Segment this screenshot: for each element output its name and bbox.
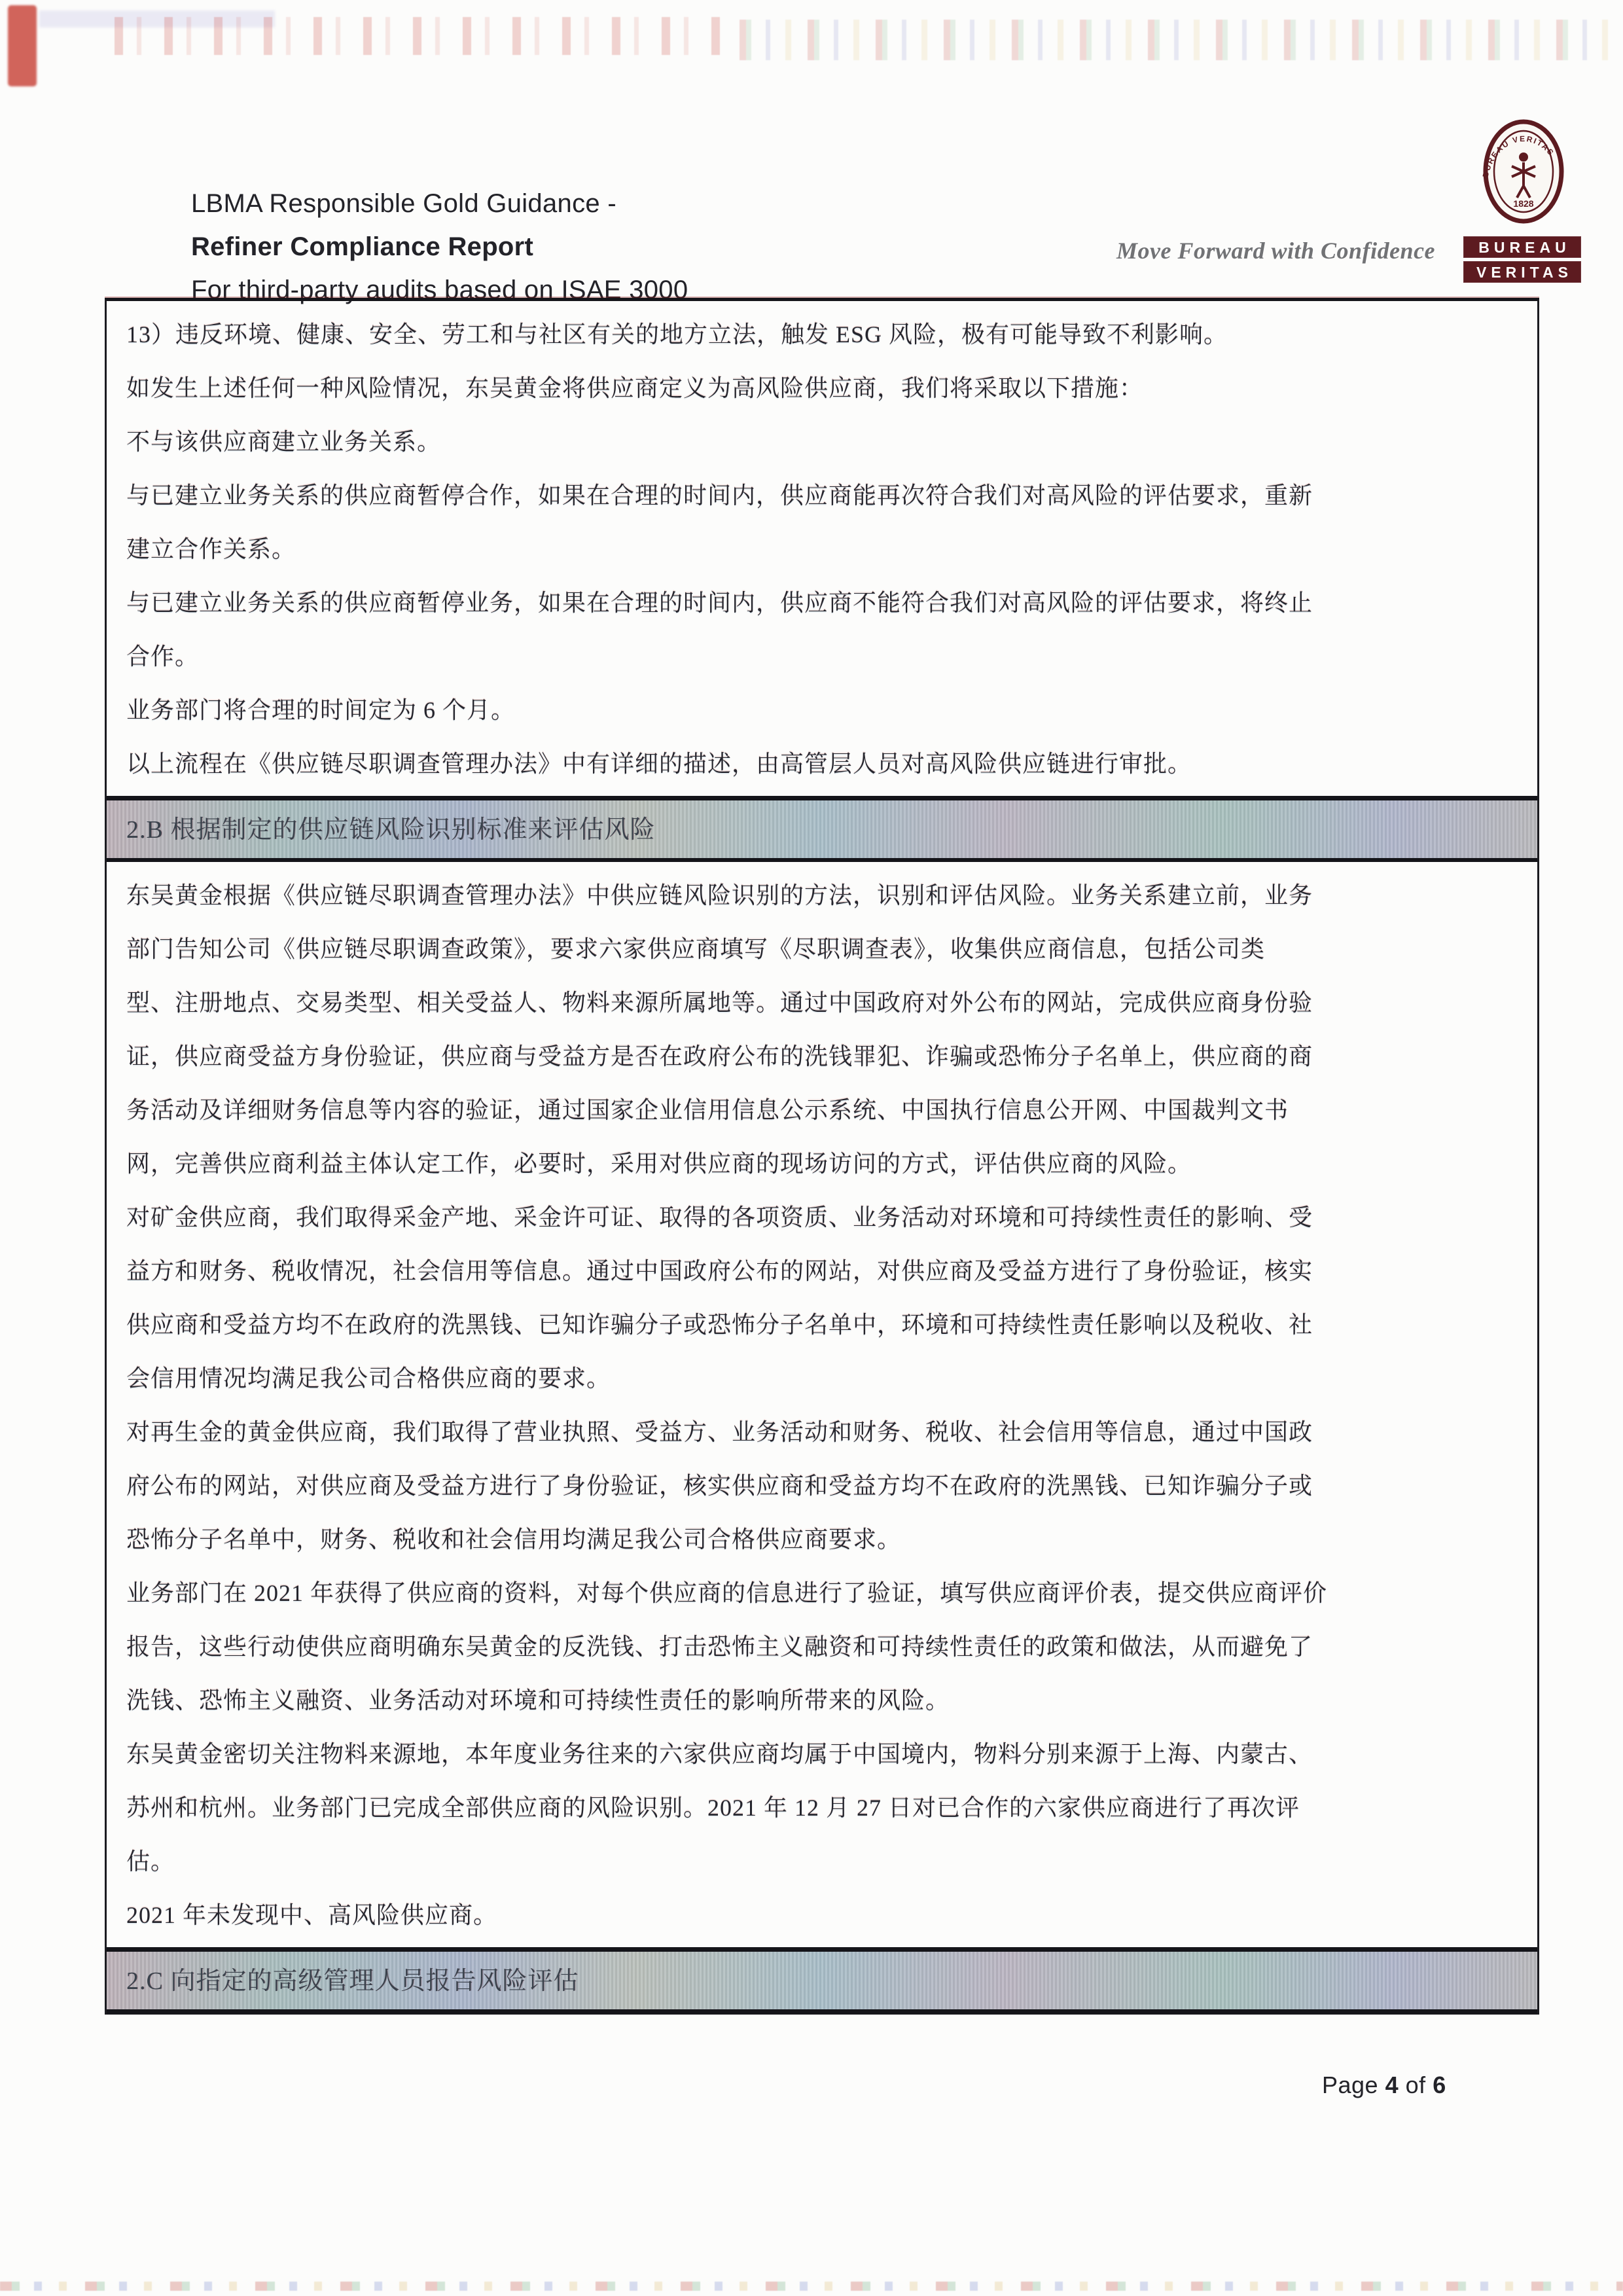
bureau-veritas-slogan: Move Forward with Confidence [1116, 238, 1436, 264]
title-line-3: For third-party audits based on ISAE 3000 [191, 276, 688, 304]
scan-artifact-noise-bottom [0, 2282, 1623, 2291]
bureau-veritas-emblem-icon [1463, 117, 1581, 226]
report-table [105, 298, 1539, 2015]
emblem-year: 1828 [1513, 198, 1534, 209]
scan-artifact-red-bar [8, 5, 37, 86]
of-label: of [1405, 2072, 1426, 2098]
title-line-2: Refiner Compliance Report [191, 232, 534, 261]
section-header-2c: 2.C 向指定的高级管理人员报告风险评估 [107, 1947, 1537, 2013]
page-current: 4 [1385, 2072, 1399, 2098]
table-cell-risk-measures: 13）违反环境、健康、安全、劳工和与社区有关的地方立法，触发 ESG 风险，极有可能导致不利影响。 如发生上述任何一种风险情况，东吴黄金将供应商定义为高风险供应商，我们将采取以下措施： 不与该供应商建立业务关系。 与已建立业务关系的供应商暂停合作，如果在合理的时间内，供应商能再次符合我们对高风险的评估要求，重新 建立合作关系。 与已建立业务关系的供应商暂停业务，如果在合理的时间内，供应商不能符合我们对高风险的评估要求，将终止 合作。 业务部门将合理的时间定为 6 个月。 以上流程在《供应链尽职调查管理办法》中有详细的描述，由高管层人员对高风险供应链进行审批。 [126, 321, 1313, 777]
scan-artifact-smudge [39, 10, 275, 27]
wordmark-line-2: VERITAS [1463, 261, 1581, 283]
table-cell-risk-assessment: 东吴黄金根据《供应链尽职调查管理办法》中供应链风险识别的方法，识别和评估风险。业务关系建立前，业务 部门告知公司《供应链尽职调查政策》，要求六家供应商填写《尽职调查表》，收集供应商信息，包括公司类 型、注册地点、交易类型、相关受益人、物料来源所属地等。通过中国政府对外公布的网站，完成供应商身份验 证，供应商受益方身份验证，供应商与受益方是否在政府公布的洗钱罪犯、诈骗或恐怖分子名单上，供应商的商 务活动及详细财务信息等内容的验证，通过国家企业信用信息公示系统、中国执行信息公开网、中国裁判文书 网，完善供应商利益主体认定工作，必要时，采用对供应商的现场访问的方式，评估供应商的风险。 对矿金供应商，我们取得采金产地、采金许可证、取得的各项资质、业务活动对环境和可持续性责任的影响、受 益方和财务、税收情况，社会信用等信息。通过中国政府公布的网站，对供应商及受益方进行了身份验证，核实 供应商和受益方均不在政府的洗黑钱、已知诈骗分子或恐怖分子名单中，环境和可持续性责任影响以及税收、社 会信用情况均满足我公司合格供应商的要求。 对再生金的黄金供应商，我们取得了营业执照、受益方、业务活动和财务、税收、社会信用等信息，通过中国政 府公布的网站，对供应商及受益方进行了身份验证，核实供应商和受益方均不在政府的洗黑钱、已知诈骗分子或 恐怖分子名单中，财务、税收和社会信用均满足我公司合格供应商要求。 业务部门在 2021 年获得了供应商的资料，对每个供应商的信息进行了验证，填写供应商评价表，提交供应商评价 报告，这些行动使供应商明确东吴黄金的反洗钱、打击恐怖主义融资和可持续性责任的政策和做法，从而避免了 洗钱、恐怖主义融资、业务活动对环境和可持续性责任的影响所带来的风险。 东吴黄金密切关注物料来源地，本年度业务往来的六家供应商均属于中国境内，物料分别来源于上海、内蒙古、 苏州和杭州。业务部门已完成全部供应商的风险识别。2021 年 12 月 27 日对已合作的六家供应商进行了再次评 估。 2021 年未发现中、高风险供应商。 [126, 882, 1328, 1928]
section-header-2b: 2.B 根据制定的供应链风险识别标准来评估风险 [107, 796, 1537, 862]
title-line-1: LBMA Responsible Gold Guidance - [191, 189, 616, 218]
bureau-veritas-logo [1463, 117, 1581, 283]
emblem-ring-text: BUREAU VERITAS [1480, 134, 1556, 179]
document-title-block [191, 182, 688, 312]
scan-artifact-noise-left [115, 17, 730, 55]
page-label: Page [1322, 2072, 1379, 2098]
bureau-veritas-wordmark [1463, 236, 1581, 283]
scan-artifact-noise-right [740, 20, 1616, 60]
wordmark-line-1: BUREAU [1463, 236, 1581, 258]
page-total: 6 [1433, 2072, 1446, 2098]
page-number [1322, 2072, 1446, 2099]
